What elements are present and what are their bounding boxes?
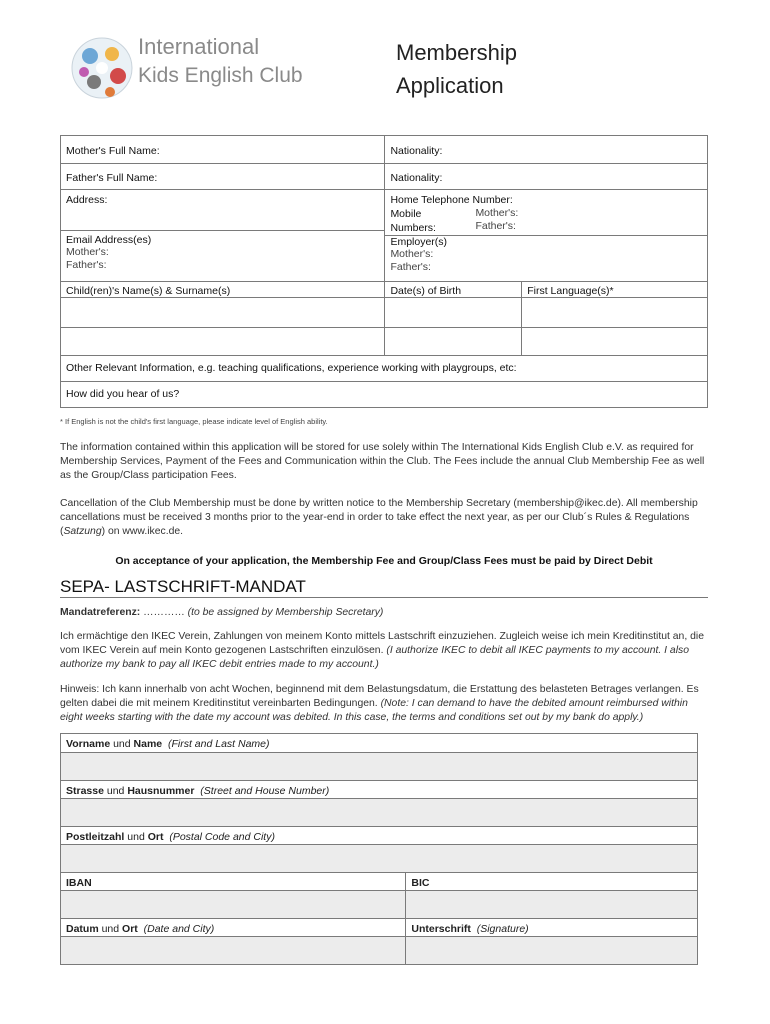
child1-language-field[interactable] [522,298,708,328]
mothers-name-field[interactable]: Mother's Full Name: [61,136,385,164]
email-father: Father's: [66,259,107,271]
name-input[interactable] [61,753,698,781]
phone-employer-field[interactable] [385,190,708,282]
mandat-reference: Mandatreferenz: ………… (to be assigned by Membership Secretary) [60,607,384,618]
dob-header: Date(s) of Birth [385,282,522,298]
employer-label: Employer(s) [390,236,448,248]
email-mother: Mother's: [66,246,109,258]
other-info-field[interactable]: Other Relevant Information, e.g. teaching qualifications, experience working with playgroups, etc: [61,356,708,382]
globe-icon [72,38,132,98]
authorization-paragraph: Ich ermächtige den IKEC Verein, Zahlungen von meinem Konto mittels Lastschrift einzuziehen. Zugleich weise ich mein Kreditinstitut an, die vom IKEC Verein auf mein Konto gezogenen Lastschriften einzulösen. (I authorize IKEC to debit all IKEC payments to my account. I also authorize my bank to pay all IKEC debit entries made to my account.) [60,631,704,671]
title-line1: Membership [396,40,518,65]
postal-label-row: Postleitzahl und Ort (Postal Code and City) [61,827,698,845]
child1-dob-field[interactable] [385,298,522,328]
bic-label: BIC [406,873,698,891]
logo-line2: Kids English Club [138,64,303,87]
employer-mother: Mother's: [390,248,434,260]
first-language-header: First Language(s)* [522,282,708,298]
footnote: * If English is not the child's first language, please indicate level of English ability. [60,417,328,426]
name-label-row: Vorname und Name (First and Last Name) [61,734,698,753]
page-title [396,36,517,102]
postal-input[interactable] [61,845,698,873]
cancellation-paragraph: Cancellation of the Club Membership must be done by written notice to the Membership Secretary (membership@ikec.de). All membership cancellations must be received 3 months prior to the year-end in order to take effect the next year, as per our Club´s Rules & Regulations (Satzung) on www.ikec.de. [60,498,698,538]
title-line2: Application [396,73,504,98]
date-label: Datum und Ort (Date and City) [61,919,406,937]
sepa-title: SEPA- LASTSCHRIFT-MANDAT [60,577,306,596]
child2-dob-field[interactable] [385,328,522,356]
fathers-name-field[interactable]: Father's Full Name: [61,164,385,190]
direct-debit-notice: On acceptance of your application, the Membership Fee and Group/Class Fees must be paid by Direct Debit [115,555,653,567]
iban-input[interactable] [61,891,406,919]
sepa-form [60,733,698,965]
signature-input[interactable] [406,937,698,965]
street-label-row: Strasse und Hausnummer (Street and House Number) [61,781,698,799]
child2-language-field[interactable] [522,328,708,356]
hint-paragraph: Hinweis: Ich kann innerhalb von acht Wochen, beginnend mit dem Belastungsdatum, die Erstattung des belasteten Betrages verlangen. Es gelten dabei die mit meinem Kreditinstitut vereinbarten Bedingungen. (Note: I can demand to have the debited amount reimbursed within eight weeks starting with the date my account was debited. In this case, the terms and conditions set out by my bank do apply.) [60,684,699,724]
employer-father: Father's: [390,261,431,273]
address-email-field[interactable] [61,190,385,282]
email-label: Email Address(es) [66,234,152,246]
fathers-nationality-field[interactable]: Nationality: [385,164,708,190]
mobile-label-2: Numbers: [390,222,436,234]
hear-of-us-field[interactable]: How did you hear of us? [61,382,708,408]
address-label: Address: [66,194,108,206]
sepa-divider [60,597,708,598]
mothers-nationality-field[interactable]: Nationality: [385,136,708,164]
signature-label: Unterschrift (Signature) [406,919,698,937]
children-header: Child(ren)'s Name(s) & Surname(s) [61,282,385,298]
mobile-father: Father's: [475,220,516,232]
date-input[interactable] [61,937,406,965]
home-phone-label: Home Telephone Number: [390,194,513,206]
mobile-mother: Mother's: [475,207,519,219]
child1-name-field[interactable] [61,298,385,328]
bic-input[interactable] [406,891,698,919]
street-input[interactable] [61,799,698,827]
application-form [60,135,708,408]
child2-name-field[interactable] [61,328,385,356]
logo-line1: International [138,34,260,59]
mobile-label-1: Mobile [390,208,422,220]
ikec-logo [62,26,303,108]
iban-label: IBAN [61,873,406,891]
data-usage-paragraph: The information contained within this application will be stored for use solely within The International Kids English Club e.V. as required for Membership Services, Payment of the Fees and Communication within the Club. The Fees include the annual Club Membership Fee as well as the Group/Class participation Fees. [60,442,705,482]
